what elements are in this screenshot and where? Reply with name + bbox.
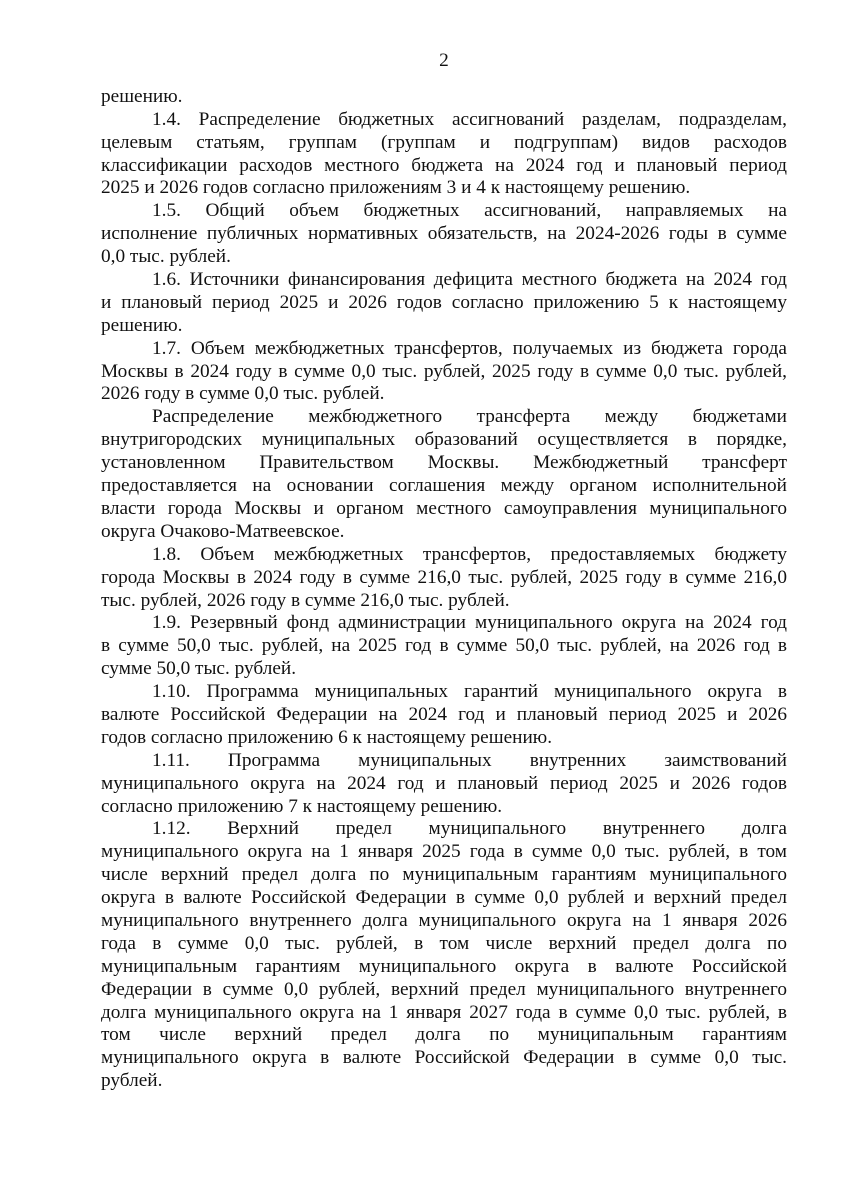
text-line: 1.10. Программа муниципальных гарантий муниципального округа в (152, 681, 787, 703)
text-line: города Москвы в 2024 году в сумме 216,0 тыс. рублей, 2025 году в сумме 216,0 (101, 566, 787, 588)
text-line: 1.4. Распределение бюджетных ассигнований разделам, подразделам, (152, 108, 787, 130)
paragraph (101, 109, 787, 201)
text-line: 2026 году в сумме 0,0 тыс. рублей. (101, 383, 385, 405)
document-page (101, 50, 787, 1093)
text-line: установленном Правительством Москвы. Межбюджетный трансферт (101, 452, 787, 474)
text-line: долга муниципального округа на 1 января 2027 года в сумме 0,0 тыс. рублей, в (101, 1001, 787, 1023)
text-line: валюте Российской Федерации на 2024 год и плановый период 2025 и 2026 (101, 703, 787, 725)
text-line: 1.8. Объем межбюджетных трансфертов, предоставляемых бюджету (152, 543, 787, 565)
text-line: округа Очаково-Матвеевское. (101, 520, 345, 542)
text-line: года в сумме 0,0 тыс. рублей, в том числе верхний предел долга по (101, 932, 787, 954)
page-number: 2 (439, 50, 449, 71)
text-line: в сумме 50,0 тыс. рублей, на 2025 год в сумме 50,0 тыс. рублей, на 2026 год в (101, 635, 787, 657)
text-line: решению. (101, 314, 183, 336)
text-line: годов согласно приложению 6 к настоящему решению. (101, 726, 553, 748)
paragraph (101, 818, 787, 1093)
text-line: целевым статьям, группам (группам и подгруппам) видов расходов (101, 131, 787, 153)
text-line: муниципального округа в валюте Российской Федерации в сумме 0,0 тыс. (101, 1047, 787, 1069)
document-body (101, 86, 787, 1093)
text-line: 1.9. Резервный фонд администрации муниципального округа на 2024 год (152, 612, 787, 634)
paragraph (101, 750, 787, 819)
text-line: 1.12. Верхний предел муниципального внутреннего долга (152, 818, 787, 840)
text-line: классификации расходов местного бюджета на 2024 год и плановый период (101, 154, 787, 176)
text-line: 1.5. Общий объем бюджетных ассигнований, направляемых на (152, 200, 787, 222)
paragraph (101, 544, 787, 613)
text-line: 2025 и 2026 годов согласно приложениям 3 и 4 к настоящему решению. (101, 177, 691, 199)
text-line: рублей. (101, 1070, 163, 1092)
text-line: муниципального округа на 2024 год и плановый период 2025 и 2026 годов (101, 772, 787, 794)
text-line: муниципального округа на 1 января 2025 года в сумме 0,0 тыс. рублей, в том (101, 841, 787, 863)
text-line: муниципальным гарантиям муниципального округа в валюте Российской (101, 955, 787, 977)
text-line: 1.7. Объем межбюджетных трансфертов, получаемых из бюджета города (152, 337, 787, 359)
paragraph (101, 406, 787, 543)
text-line: согласно приложению 7 к настоящему решению. (101, 795, 503, 817)
text-line: Москвы в 2024 году в сумме 0,0 тыс. рублей, 2025 году в сумме 0,0 тыс. рублей, (101, 360, 787, 382)
text-line: и плановый период 2025 и 2026 годов согласно приложению 5 к настоящему (101, 291, 787, 313)
text-line: решению. (101, 85, 183, 107)
text-line: тыс. рублей, 2026 году в сумме 216,0 тыс. рублей. (101, 589, 510, 611)
text-line: 1.6. Источники финансирования дефицита местного бюджета на 2024 год (152, 269, 787, 291)
paragraph (101, 269, 787, 338)
text-line: муниципального внутреннего долга муниципального округа на 1 января 2026 (101, 909, 787, 931)
text-line: 0,0 тыс. рублей. (101, 246, 231, 268)
text-line: предоставляется на основании соглашения между органом исполнительной (101, 475, 787, 497)
text-line: числе верхний предел долга по муниципальным гарантиям муниципального (101, 864, 787, 886)
paragraph (101, 200, 787, 269)
paragraph (101, 86, 787, 109)
text-line: сумме 50,0 тыс. рублей. (101, 658, 297, 680)
text-line: Распределение межбюджетного трансферта между бюджетами (152, 406, 787, 428)
text-line: том числе верхний предел долга по муниципальным гарантиям (101, 1024, 787, 1046)
text-line: власти города Москвы и органом местного самоуправления муниципального (101, 497, 787, 519)
text-line: округа в валюте Российской Федерации в сумме 0,0 рублей и верхний предел (101, 887, 787, 909)
text-line: Федерации в сумме 0,0 рублей, верхний предел муниципального внутреннего (101, 978, 787, 1000)
paragraph (101, 612, 787, 681)
paragraph (101, 338, 787, 407)
text-line: исполнение публичных нормативных обязательств, на 2024-2026 годы в сумме (101, 223, 787, 245)
text-line: внутригородских муниципальных образований осуществляется в порядке, (101, 429, 787, 451)
text-line: 1.11. Программа муниципальных внутренних заимствований (152, 749, 787, 771)
paragraph (101, 681, 787, 750)
